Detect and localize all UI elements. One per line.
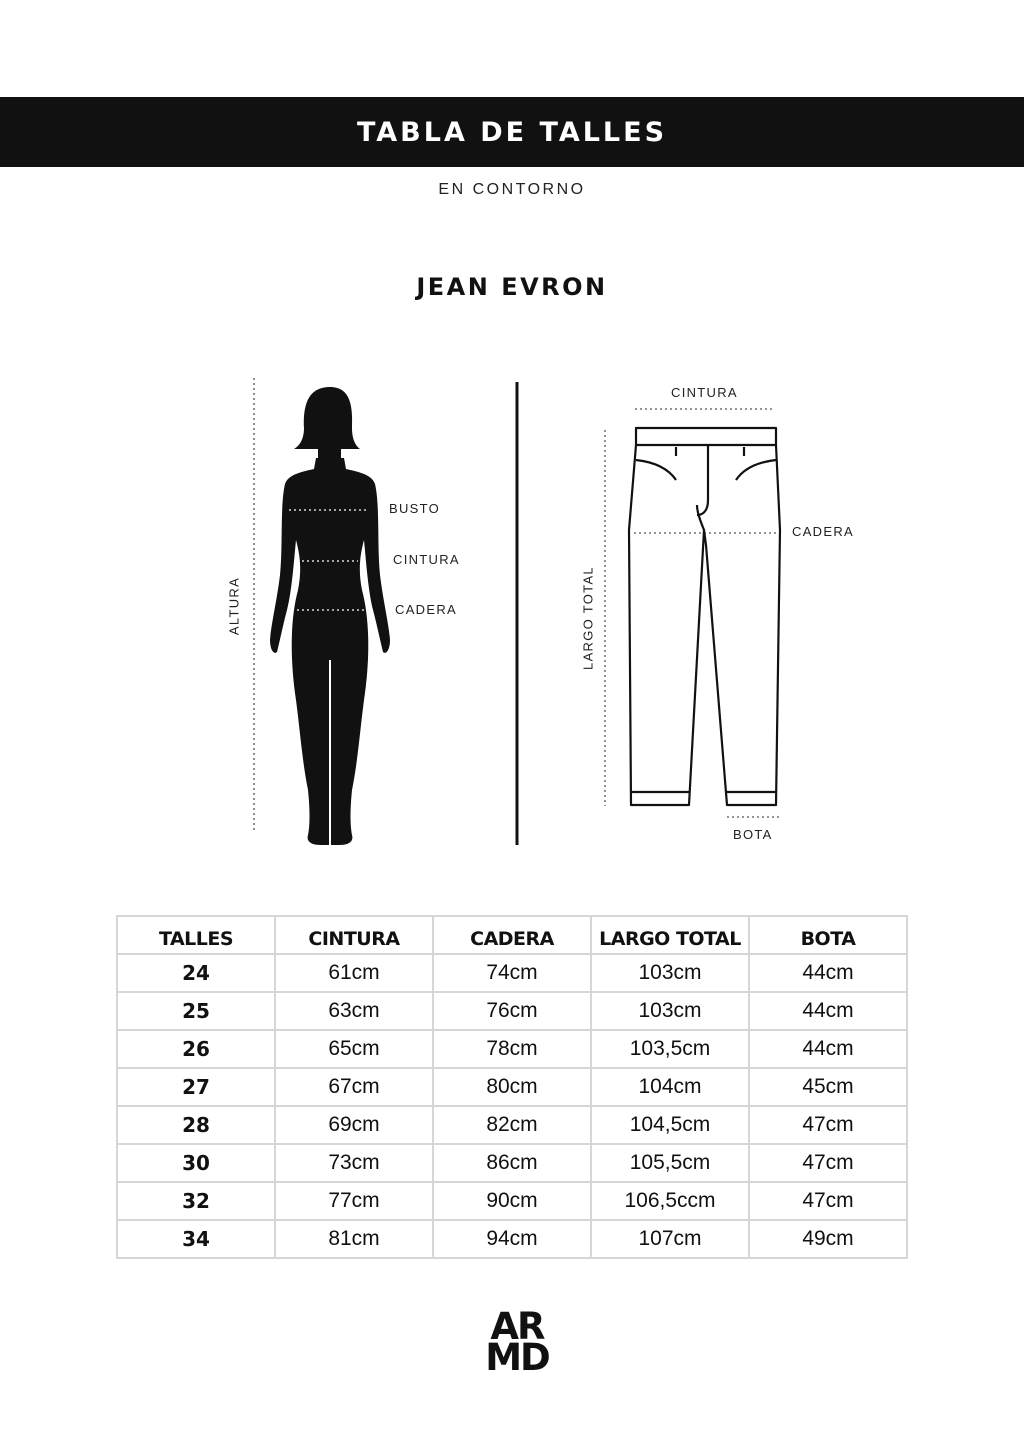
- table-cell: 103cm: [591, 954, 749, 992]
- column-header: CADERA: [433, 916, 591, 954]
- product-name: JEAN EVRON: [416, 273, 608, 301]
- size-cell: 26: [117, 1030, 275, 1068]
- table-cell: 77cm: [275, 1182, 433, 1220]
- table-cell: 106,5ccm: [591, 1182, 749, 1220]
- table-cell: 74cm: [433, 954, 591, 992]
- size-cell: 32: [117, 1182, 275, 1220]
- size-cell: 24: [117, 954, 275, 992]
- size-table: [116, 915, 908, 1259]
- table-cell: 61cm: [275, 954, 433, 992]
- table-cell: 94cm: [433, 1220, 591, 1258]
- table-cell: 49cm: [749, 1220, 907, 1258]
- table-cell: 73cm: [275, 1144, 433, 1182]
- table-cell: 103,5cm: [591, 1030, 749, 1068]
- table-row: [117, 992, 907, 1030]
- label-largo-total: LARGO TOTAL: [580, 566, 596, 670]
- table-cell: 107cm: [591, 1220, 749, 1258]
- table-cell: 44cm: [749, 954, 907, 992]
- table-cell: 44cm: [749, 992, 907, 1030]
- table-cell: 65cm: [275, 1030, 433, 1068]
- column-header: TALLES: [117, 916, 275, 954]
- column-header: LARGO TOTAL: [591, 916, 749, 954]
- size-cell: 30: [117, 1144, 275, 1182]
- size-cell: 27: [117, 1068, 275, 1106]
- column-header: CINTURA: [275, 916, 433, 954]
- table-cell: 78cm: [433, 1030, 591, 1068]
- table-cell: 103cm: [591, 992, 749, 1030]
- column-header: BOTA: [749, 916, 907, 954]
- table-row: [117, 1030, 907, 1068]
- table-row: [117, 1144, 907, 1182]
- table-cell: 82cm: [433, 1106, 591, 1144]
- table-cell: 47cm: [749, 1182, 907, 1220]
- table-cell: 67cm: [275, 1068, 433, 1106]
- table-cell: 44cm: [749, 1030, 907, 1068]
- table-cell: 105,5cm: [591, 1144, 749, 1182]
- table-cell: 76cm: [433, 992, 591, 1030]
- label-pants-cintura: CINTURA: [671, 385, 738, 400]
- table-row: [117, 954, 907, 992]
- label-bota: BOTA: [733, 827, 773, 842]
- label-altura: ALTURA: [226, 576, 242, 636]
- table-row: [117, 1182, 907, 1220]
- table-cell: 104cm: [591, 1068, 749, 1106]
- table-row: [117, 1220, 907, 1258]
- label-cadera: CADERA: [395, 602, 457, 617]
- woman-silhouette-icon: [270, 387, 390, 845]
- table-cell: 45cm: [749, 1068, 907, 1106]
- table-cell: 69cm: [275, 1106, 433, 1144]
- table-cell: 47cm: [749, 1144, 907, 1182]
- size-cell: 28: [117, 1106, 275, 1144]
- size-cell: 34: [117, 1220, 275, 1258]
- table-row: [117, 1068, 907, 1106]
- brand-logo: [472, 1305, 562, 1379]
- table-cell: 63cm: [275, 992, 433, 1030]
- table-header-row: [117, 916, 907, 954]
- label-pants-cadera: CADERA: [792, 524, 854, 539]
- page-title: TABLA DE TALLES: [356, 116, 668, 148]
- table-cell: 104,5cm: [591, 1106, 749, 1144]
- table-cell: 90cm: [433, 1182, 591, 1220]
- label-busto: BUSTO: [389, 501, 441, 516]
- table-cell: 81cm: [275, 1220, 433, 1258]
- label-cintura: CINTURA: [393, 552, 460, 567]
- logo-line-2: MD: [485, 1336, 549, 1379]
- size-cell: 25: [117, 992, 275, 1030]
- page-subtitle: EN CONTORNO: [438, 181, 586, 198]
- table-row: [117, 1106, 907, 1144]
- table-cell: 47cm: [749, 1106, 907, 1144]
- logo-line-1: AR: [490, 1305, 544, 1348]
- table-cell: 80cm: [433, 1068, 591, 1106]
- jeans-outline-icon: [629, 428, 780, 805]
- table-cell: 86cm: [433, 1144, 591, 1182]
